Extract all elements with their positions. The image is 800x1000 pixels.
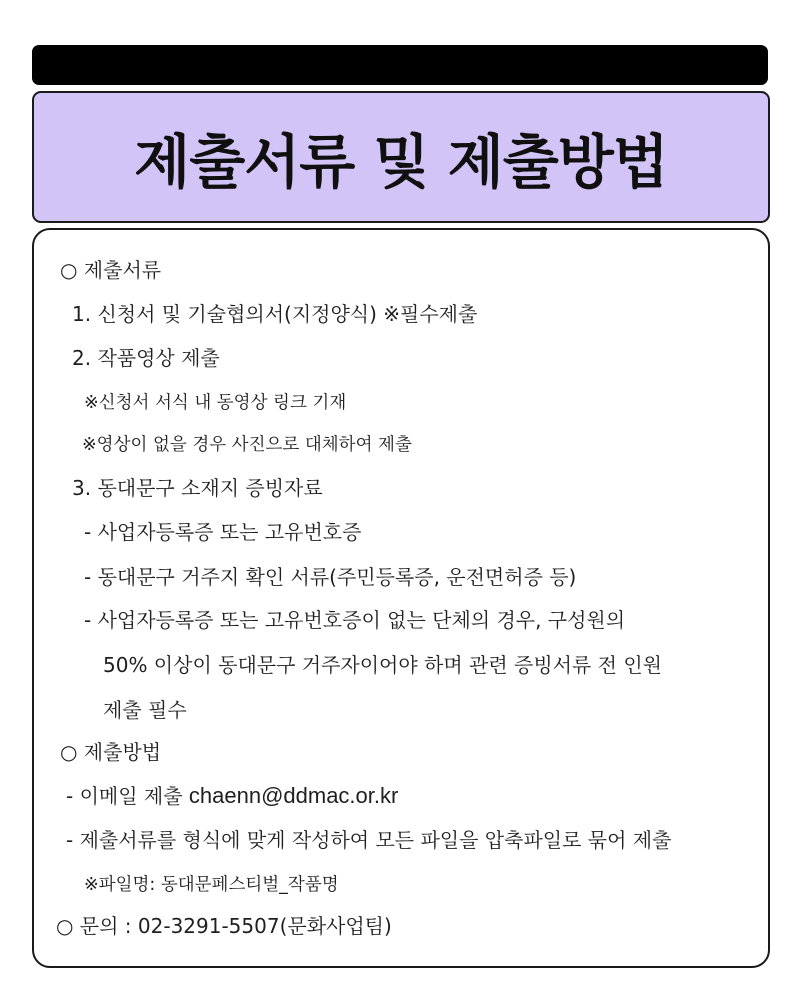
content-panel <box>32 228 770 968</box>
method-email-line <box>66 784 398 808</box>
method-email-prefix: - 이메일 제출 <box>66 784 189 808</box>
title-banner <box>32 91 770 223</box>
page-title: 제출서류 및 제출방법 <box>134 128 668 196</box>
documents-item-3: 3. 동대문구 소재지 증빙자료 <box>72 476 323 500</box>
method-email-address: chaenn@ddmac.or.kr <box>188 783 399 808</box>
top-black-bar <box>32 45 768 85</box>
documents-item-3-sub-3-line-3: 제출 필수 <box>103 698 187 722</box>
documents-item-3-sub-1: - 사업자등록증 또는 고유번호증 <box>84 520 362 544</box>
documents-item-3-sub-2: - 동대문구 거주지 확인 서류(주민등록증, 운전면허증 등) <box>84 565 577 589</box>
documents-item-1: 1. 신청서 및 기술협의서(지정양식) ※필수제출 <box>72 302 478 326</box>
method-filename-note: ※파일명: 동대문페스티벌_작품명 <box>84 875 339 895</box>
documents-item-2-note-1: ※신청서 서식 내 동영상 링크 기재 <box>84 393 347 413</box>
contact-line: ○ 문의 : 02-3291-5507(문화사업팀) <box>56 914 392 938</box>
documents-heading: ○ 제출서류 <box>60 258 162 282</box>
documents-item-2-note-2: ※영상이 없을 경우 사진으로 대체하여 제출 <box>82 435 412 455</box>
documents-item-3-sub-3-line-1: - 사업자등록증 또는 고유번호증이 없는 단체의 경우, 구성원의 <box>84 608 626 632</box>
method-heading: ○ 제출방법 <box>60 740 162 764</box>
method-bundle: - 제출서류를 형식에 맞게 작성하여 모든 파일을 압축파일로 묶어 제출 <box>66 828 672 852</box>
documents-item-3-sub-3-line-2: 50% 이상이 동대문구 거주자이어야 하며 관련 증빙서류 전 인원 <box>103 653 662 677</box>
documents-item-2: 2. 작품영상 제출 <box>72 346 220 370</box>
